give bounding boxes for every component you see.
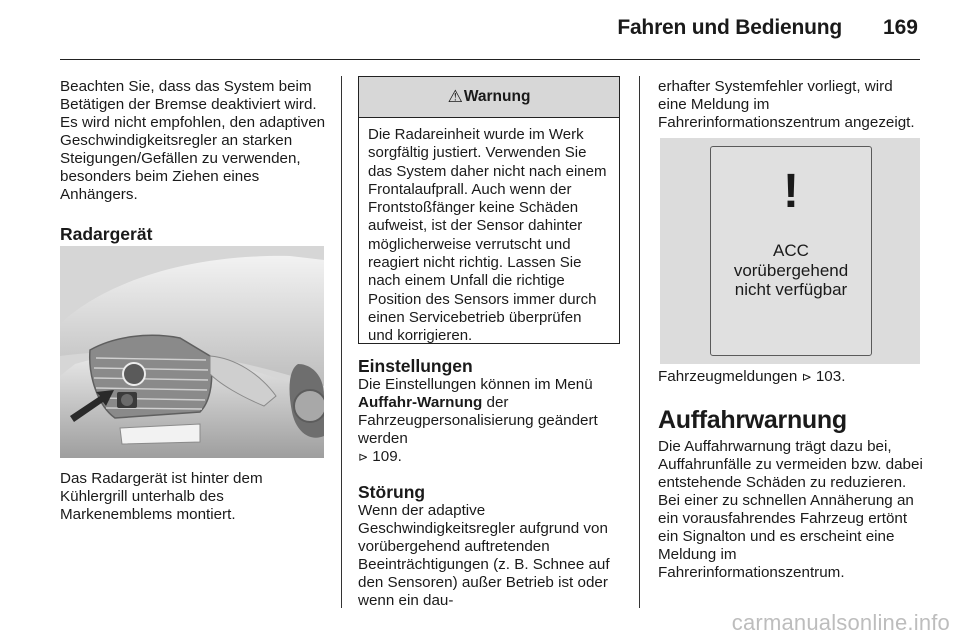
warning-title: Warnung xyxy=(463,88,531,105)
header-rule xyxy=(60,59,920,60)
settings-text-1: Die Einstellungen können im Menü xyxy=(358,376,593,393)
exclamation-icon: ! xyxy=(783,165,799,218)
warning-box xyxy=(358,76,620,344)
warning-text: Die Radareinheit wurde im Werk sorgfältig justiert. Verwenden Sie das System daher nicht nach einem Frontalaufprall. Auch wenn der Frontstoßfänger keine Schäden aufweist, ist der Sensor dahinter möglicherweise verrutscht und reagiert nicht richtig. Lassen Sie nach einem Unfall die richtige Position des Sensors immer durch einen Servicebetrieb überprüfen und korrigieren. xyxy=(368,126,607,345)
ref-text: Fahrzeugmeldungen xyxy=(658,368,798,385)
settings-page-ref[interactable]: 109. xyxy=(372,448,402,465)
page-title: Fahren und Bedienung xyxy=(617,16,842,39)
display-line-1: ACC xyxy=(773,241,809,260)
settings-menu-name: Auffahr-Warnung xyxy=(358,394,483,411)
section-heading-settings: Einstellungen xyxy=(358,356,473,376)
radar-caption: Das Radargerät ist hinter dem Kühlergrill unterhalb des Markenemblems montiert. xyxy=(60,470,263,523)
intro-paragraph: Beachten Sie, dass das System beim Betätigen der Bremse deaktiviert wird. Es wird nicht empfohlen, den adaptiven Geschwindigkeitsregler an starken Steigungen/Gefällen zu verwenden, besonders beim Ziehen eines Anhängers. xyxy=(60,78,326,203)
collision-warning-paragraph: Die Auffahrwarnung trägt dazu bei, Auffahrunfälle zu vermeiden bzw. dabei entstehende Schäden zu reduzieren. Bei einer zu schnellen Annäherung an ein vorausfahrendes Fahrzeug ertönt ein Signalton und es erscheint eine Meldung im Fahrerinformationszentrum. xyxy=(658,438,923,581)
warning-triangle-icon: ⚠ xyxy=(447,87,463,106)
fault-paragraph: Wenn der adaptive Geschwindigkeitsregler aufgrund von vorübergehend auftretenden Beeinträchtigungen (z. B. Schnee auf den Sensoren) außer Betrieb ist oder wenn ein dau- xyxy=(358,502,610,609)
page-header xyxy=(0,0,960,62)
driver-info-display-illustration xyxy=(660,138,920,364)
settings-text-2: der Fahrzeugpersonalisierung geändert werden xyxy=(358,394,598,447)
display-line-3: nicht verfügbar xyxy=(734,280,848,299)
section-heading-radar: Radargerät xyxy=(60,224,153,244)
column-3 xyxy=(658,78,924,132)
column-divider-1 xyxy=(341,76,342,608)
column-1-caption xyxy=(60,470,326,524)
page-ref-arrow-icon: ⊳ xyxy=(801,370,812,384)
page-number: 169 xyxy=(882,16,918,39)
column-1 xyxy=(60,78,326,244)
column-2 xyxy=(358,356,624,610)
column-divider-2 xyxy=(639,76,640,608)
column-3-lower xyxy=(658,368,924,582)
display-frame xyxy=(710,146,872,356)
section-heading-collision-warning: Auffahrwarnung xyxy=(658,406,847,434)
vehicle-messages-ref xyxy=(658,368,924,386)
page-ref-arrow-icon: ⊳ xyxy=(358,450,369,464)
car-front-illustration xyxy=(60,246,324,458)
car-front-image xyxy=(60,246,324,458)
warning-header xyxy=(359,77,619,118)
settings-paragraph xyxy=(358,376,624,466)
display-message xyxy=(711,241,871,300)
continued-paragraph: erhafter Systemfehler vorliegt, wird eine Meldung im Fahrerinformationszentrum angezeigt. xyxy=(658,78,915,131)
section-heading-fault: Störung xyxy=(358,482,426,502)
watermark-text: carmanualsonline.info xyxy=(731,610,950,635)
display-line-2: vorübergehend xyxy=(733,260,849,280)
ref-page[interactable]: 103. xyxy=(815,368,846,385)
